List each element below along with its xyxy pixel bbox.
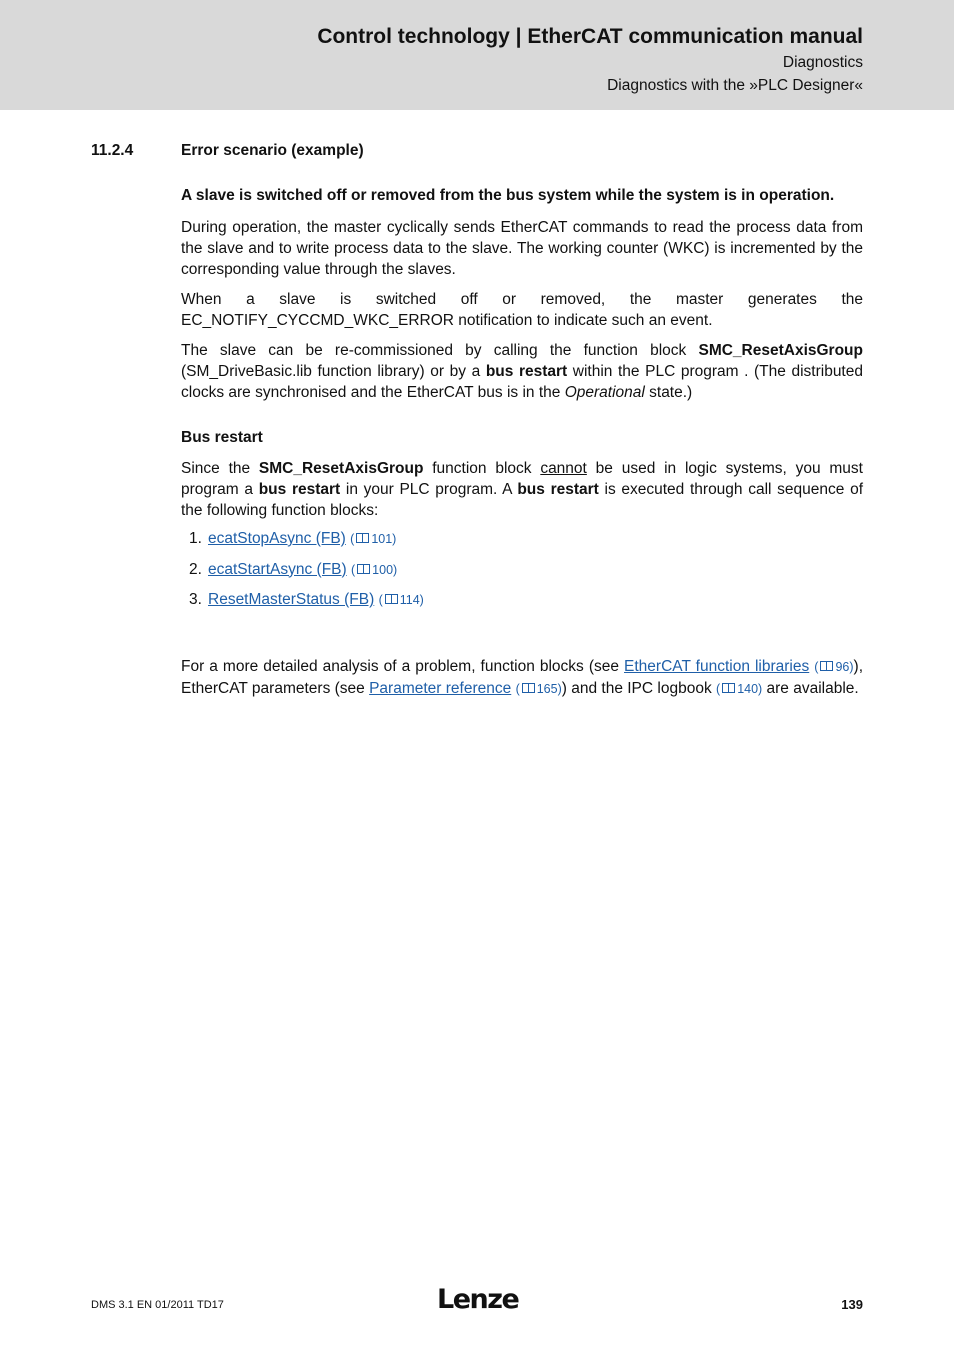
page-header: [0, 0, 954, 110]
paragraph-notification: When a slave is switched off or removed, the master generates the EC_NOTIFY_CYCCMD_WKC_ERROR notification to indicate such an event.: [181, 291, 863, 329]
page-ref-number: 100: [372, 562, 394, 577]
main-content: [181, 185, 863, 700]
page-ref-number: 140: [737, 681, 759, 696]
text: Since the: [181, 460, 259, 477]
book-icon: [522, 683, 535, 693]
text: (SM_DriveBasic.lib function library) or by a: [181, 363, 486, 380]
page-reference[interactable]: ( 114): [378, 593, 424, 607]
link-ecatstartasync[interactable]: ecatStartAsync (FB): [208, 560, 347, 578]
list-number: 3.: [189, 591, 202, 608]
page-ref-number: 165: [536, 681, 558, 696]
underlined-term: cannot: [540, 460, 587, 477]
page-ref-number: 114: [399, 593, 420, 607]
paragraph-analysis: [181, 656, 863, 700]
list-number: 2.: [189, 560, 202, 578]
paragraph-recommission: [181, 340, 863, 403]
paragraph-bus-restart: [181, 458, 863, 521]
list-item: [181, 528, 863, 559]
text: in your PLC program. A: [340, 481, 518, 498]
text: within the PLC program . (The distributed clocks are synchronised and the EtherCAT bus is in the: [181, 363, 863, 401]
paragraph-operation: During operation, the master cyclically sends EtherCAT commands to read the process data from the slave and to write process data to the slave. The working counter (WKC) is incremented by the corresponding value through the slaves.: [181, 219, 863, 278]
page-reference[interactable]: ( 100): [351, 562, 398, 577]
lead-paragraph: A slave is switched off or removed from the bus system while the system is in operation.: [181, 187, 835, 204]
text: ) and the IPC logbook: [561, 679, 717, 697]
page-reference[interactable]: ( 140): [716, 681, 763, 696]
book-icon: [820, 661, 833, 671]
page-ref-number: 101: [371, 532, 393, 546]
book-icon: [385, 594, 398, 604]
bold-term: bus restart: [517, 481, 599, 498]
text: function block: [423, 460, 541, 477]
text: are available.: [762, 679, 859, 697]
link-parameter-reference[interactable]: Parameter reference: [369, 679, 512, 697]
text: The slave can be re-commissioned by calling the function block: [181, 342, 699, 359]
section-title: Error scenario (example): [181, 142, 364, 159]
document-id: DMS 3.1 EN 01/2011 TD17: [91, 1299, 224, 1311]
text: ), EtherCAT parameters (see: [181, 657, 863, 697]
list-item: [181, 559, 863, 590]
book-icon: [356, 533, 369, 543]
link-ethercat-function-libraries[interactable]: EtherCAT function libraries: [624, 657, 810, 675]
list-item: [181, 589, 863, 620]
bold-term: SMC_ResetAxisGroup: [698, 342, 863, 359]
text: is executed through call sequence of the following function blocks:: [181, 481, 864, 519]
book-icon: [357, 564, 370, 574]
page-reference[interactable]: ( 96): [814, 659, 854, 674]
manual-title: Control technology | EtherCAT communication manual: [317, 25, 863, 48]
page-reference[interactable]: ( 165): [515, 681, 562, 696]
page-ref-number: 96: [835, 659, 850, 674]
text: state.): [644, 384, 693, 401]
list-number: 1.: [189, 530, 202, 547]
section-breadcrumb: Diagnostics with the »PLC Designer«: [607, 77, 863, 94]
text: For a more detailed analysis of a problem, function blocks (see: [181, 657, 625, 675]
chapter-title: Diagnostics: [782, 54, 863, 71]
link-resetmasterstatus[interactable]: ResetMasterStatus (FB): [208, 591, 375, 608]
bold-term: SMC_ResetAxisGroup: [258, 460, 424, 477]
lenze-logo: Lenze: [437, 1284, 519, 1315]
subheading-bus-restart: Bus restart: [181, 429, 263, 446]
book-icon: [722, 683, 735, 693]
page-reference[interactable]: ( 101): [350, 532, 397, 546]
italic-term: Operational: [564, 384, 645, 401]
function-block-list: [181, 528, 863, 620]
bold-term: bus restart: [485, 363, 568, 380]
section-number: 11.2.4: [91, 142, 134, 159]
text: be used in logic systems, you must program a: [181, 460, 863, 498]
link-ecatstopasync[interactable]: ecatStopAsync (FB): [208, 530, 346, 547]
bold-term: bus restart: [258, 481, 341, 498]
page-number: 139: [841, 1297, 863, 1312]
